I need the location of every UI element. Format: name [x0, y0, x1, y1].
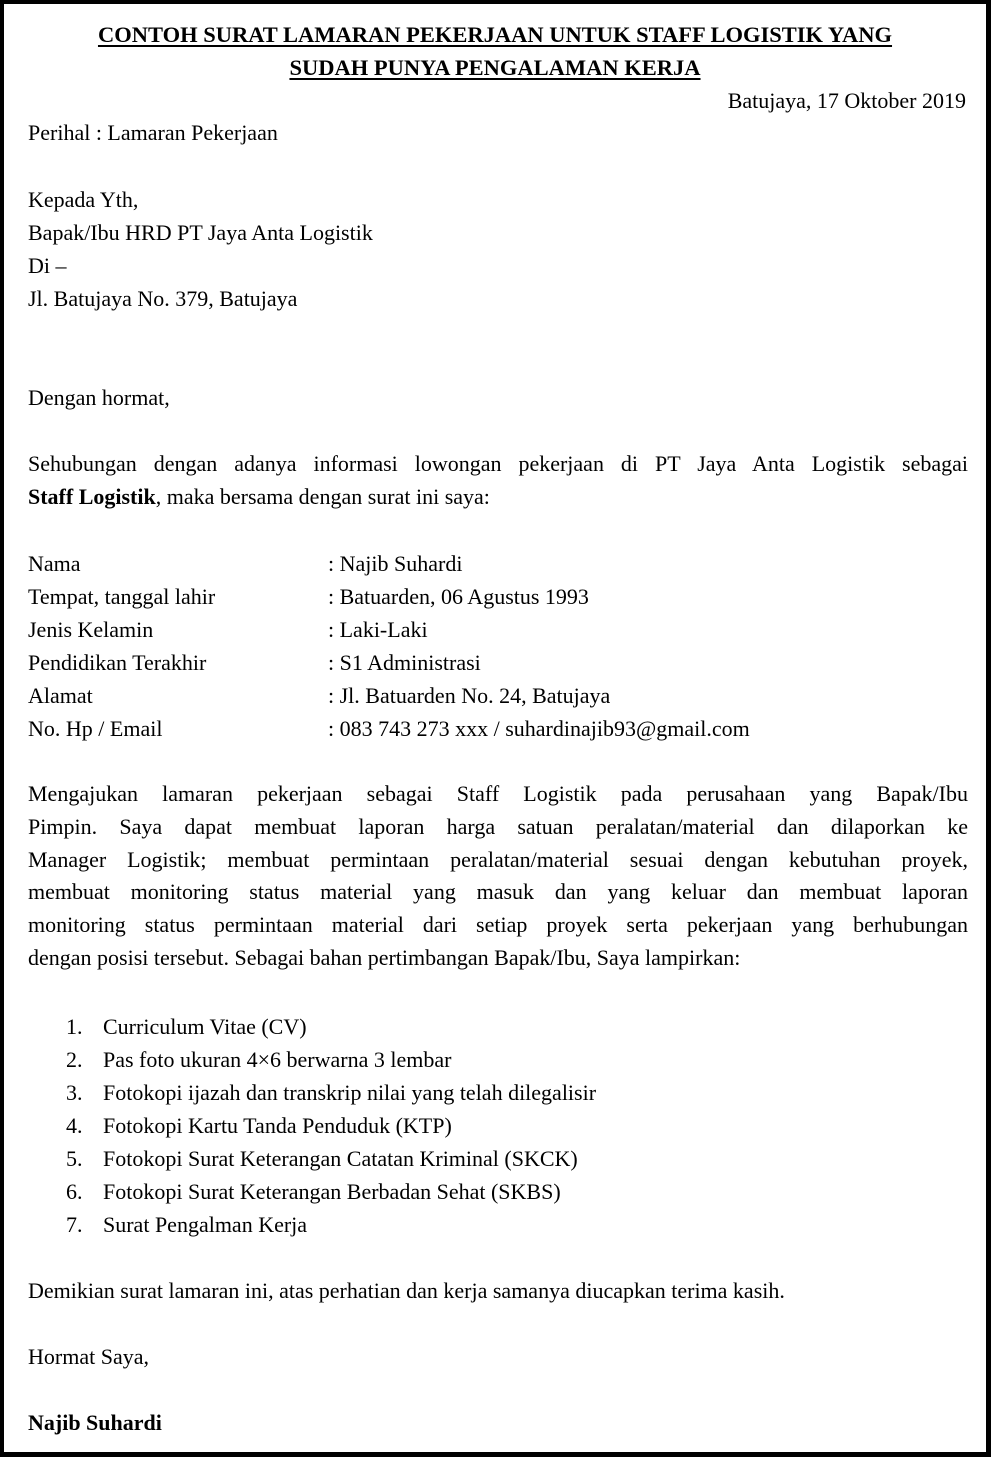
bio-label: Jenis Kelamin: [28, 617, 154, 642]
bio-label: Pendidikan Terakhir: [28, 650, 207, 675]
recipient-line-2: Bapak/Ibu HRD PT Jaya Anta Logistik: [28, 220, 373, 245]
body-line: monitoring status permintaan material dari setiap proyek serta pekerjaan yang berhubungan: [28, 912, 968, 938]
document-title-line-1: CONTOH SURAT LAMARAN PEKERJAAN UNTUK STAFF LOGISTIK YANG: [97, 22, 893, 47]
list-text: Fotokopi Surat Keterangan Catatan Kriminal (SKCK): [103, 1146, 578, 1171]
body-line: Mengajukan lamaran pekerjaan sebagai Staff Logistik pada perusahaan yang Bapak/Ibu: [28, 781, 968, 806]
body-line: membuat monitoring status material yang masuk dan yang keluar dan membuat laporan: [28, 879, 968, 905]
list-text: Surat Pengalman Kerja: [103, 1212, 308, 1237]
place-date: Batujaya, 17 Oktober 2019: [727, 88, 966, 113]
list-number: 7.: [66, 1212, 83, 1237]
body-line: Pimpin. Saya dapat membuat laporan harga satuan peralatan/material dan dilaporkan ke: [28, 813, 968, 839]
list-text: Fotokopi Surat Keterangan Berbadan Sehat (SKBS): [103, 1179, 561, 1204]
bio-value: : Najib Suhardi: [328, 551, 463, 576]
bio-value: : 083 743 273 xxx / suhardinajib93@gmail.com: [328, 716, 750, 741]
bio-value: : Jl. Batuarden No. 24, Batujaya: [328, 683, 611, 708]
closing-sentence: Demikian surat lamaran ini, atas perhatian dan kerja samanya diucapkan terima kasih.: [28, 1278, 785, 1303]
list-number: 4.: [66, 1113, 83, 1138]
intro-paragraph: [28, 448, 968, 514]
position-name: Staff Logistik: [28, 483, 156, 509]
list-text: Fotokopi Kartu Tanda Penduduk (KTP): [103, 1113, 452, 1138]
list-number: 5.: [66, 1146, 83, 1171]
body-paragraph: [28, 778, 968, 975]
list-number: 1.: [66, 1014, 83, 1039]
bio-label: No. Hp / Email: [28, 716, 163, 741]
bio-label: Tempat, tanggal lahir: [28, 584, 216, 609]
bio-label: Alamat: [28, 683, 93, 708]
bio-value: : S1 Administrasi: [328, 650, 481, 675]
list-number: 3.: [66, 1080, 83, 1105]
list-text: Curriculum Vitae (CV): [103, 1014, 307, 1039]
bio-value: : Laki-Laki: [328, 617, 428, 642]
intro-line-2: [28, 481, 968, 514]
bio-value: : Batuarden, 06 Agustus 1993: [328, 584, 589, 609]
intro-line-2-rest: , maka bersama dengan surat ini saya:: [155, 483, 490, 509]
salutation: Dengan hormat,: [28, 385, 170, 410]
regards: Hormat Saya,: [28, 1344, 149, 1369]
list-number: 2.: [66, 1047, 83, 1072]
recipient-line-3: Di –: [28, 253, 67, 278]
intro-line-1: Sehubungan dengan adanya informasi lowongan pekerjaan di PT Jaya Anta Logistik sebagai: [28, 451, 968, 476]
bio-label: Nama: [28, 551, 81, 576]
list-number: 6.: [66, 1179, 83, 1204]
signature-name: Najib Suhardi: [28, 1410, 162, 1435]
body-line: dengan posisi tersebut. Sebagai bahan pertimbangan Bapak/Ibu, Saya lampirkan:: [28, 944, 741, 970]
body-line: Manager Logistik; membuat permintaan peralatan/material sesuai dengan kebutuhan proyek,: [28, 846, 968, 872]
recipient-line-1: Kepada Yth,: [28, 187, 139, 212]
list-text: Pas foto ukuran 4×6 berwarna 3 lembar: [103, 1047, 452, 1072]
subject-line: Perihal : Lamaran Pekerjaan: [28, 120, 278, 145]
document-title-line-2: SUDAH PUNYA PENGALAMAN KERJA: [289, 55, 701, 80]
recipient-address: Jl. Batujaya No. 379, Batujaya: [28, 286, 298, 311]
list-text: Fotokopi ijazah dan transkrip nilai yang telah dilegalisir: [103, 1080, 597, 1105]
